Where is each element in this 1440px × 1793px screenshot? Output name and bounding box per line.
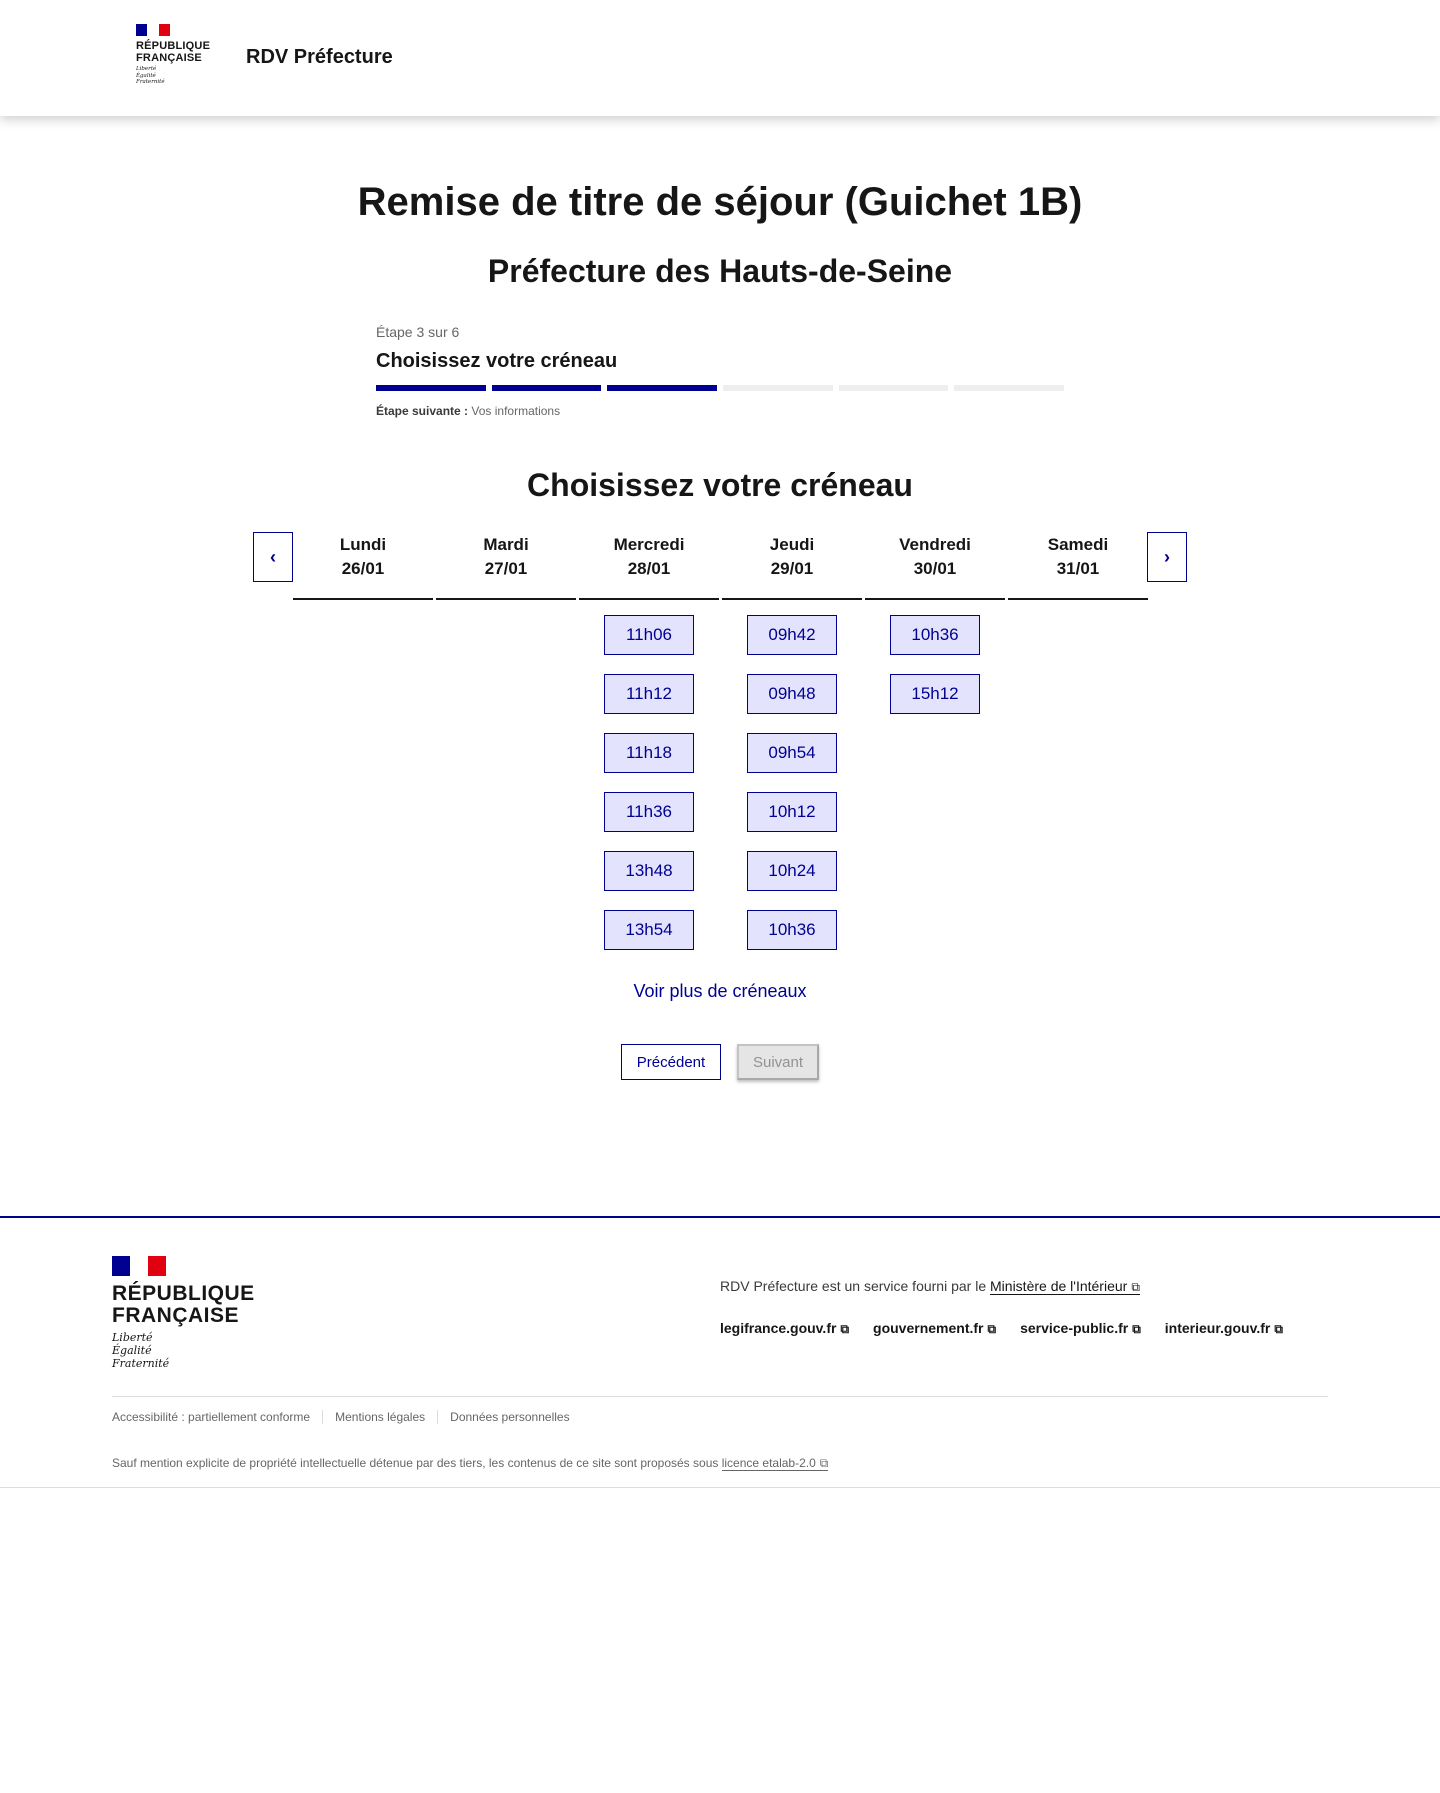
site-footer	[0, 1216, 1440, 1488]
time-slot-button[interactable]: 09h48	[747, 674, 837, 714]
footer-link-text: gouvernement.fr	[873, 1320, 984, 1336]
step-next-label: Étape suivante :	[376, 404, 469, 418]
ministere-link[interactable]	[990, 1278, 1140, 1295]
time-slot-button[interactable]: 11h12	[604, 674, 694, 714]
slot-list	[436, 600, 576, 615]
time-slot-button[interactable]: 11h36	[604, 792, 694, 832]
step-progress-bar	[376, 385, 1064, 391]
license-link[interactable]	[722, 1456, 829, 1471]
ministere-link-text: Ministère de l'Intérieur	[990, 1278, 1128, 1294]
footer-description	[720, 1278, 1140, 1295]
site-header	[0, 0, 1440, 116]
footer-link-text: interieur.gouv.fr	[1164, 1320, 1271, 1336]
step-bar-segment	[839, 385, 949, 391]
step-bar-segment	[376, 385, 486, 391]
external-link-icon: ⧉	[987, 1322, 997, 1336]
republique-francaise-logo[interactable]	[136, 24, 218, 94]
more-slots-link[interactable]: Voir plus de créneaux	[633, 981, 807, 1001]
footer-link[interactable]	[1165, 1320, 1283, 1337]
step-bar-segment	[607, 385, 717, 391]
slot-list	[293, 600, 433, 615]
external-link-icon: ⧉	[1274, 1322, 1283, 1336]
footer-bottom-links	[112, 1410, 594, 1424]
footer-link[interactable]	[1020, 1320, 1141, 1337]
footer-link-text: service-public.fr	[1020, 1320, 1129, 1336]
external-link-icon: ⧉	[1132, 1322, 1141, 1336]
day-date: 31/01	[1056, 559, 1100, 578]
time-slot-button[interactable]: 09h42	[747, 615, 837, 655]
step-next	[376, 404, 1064, 418]
footer-description-text: RDV Préfecture est un service fourni par le	[720, 1278, 991, 1294]
day-header	[1008, 532, 1148, 600]
time-slot-button[interactable]: 15h12	[890, 674, 980, 714]
time-slot-button[interactable]: 13h54	[604, 910, 694, 950]
day-column	[722, 532, 862, 969]
day-header	[579, 532, 719, 600]
logo-text: RÉPUBLIQUE FRANÇAISE	[136, 40, 211, 64]
service-title[interactable]: RDV Préfecture	[246, 46, 393, 68]
footer-link[interactable]	[720, 1320, 849, 1337]
day-name: Mardi	[483, 535, 529, 554]
day-column	[1008, 532, 1148, 615]
time-slot-button[interactable]: 09h54	[747, 733, 837, 773]
footer-license	[112, 1456, 828, 1471]
french-flag-icon	[136, 24, 170, 36]
chevron-left-icon: ‹	[270, 546, 276, 567]
time-slot-button[interactable]: 11h06	[604, 615, 694, 655]
footer-divider	[112, 1396, 1328, 1397]
step-title: Choisissez votre créneau	[376, 350, 618, 372]
footer-links	[720, 1320, 1283, 1337]
day-date: 26/01	[341, 559, 385, 578]
time-slot-button[interactable]: 10h12	[747, 792, 837, 832]
chevron-right-icon: ›	[1164, 546, 1170, 567]
time-slot-button[interactable]: 10h36	[747, 910, 837, 950]
next-week-button[interactable]	[1147, 532, 1187, 582]
external-link-icon: ⧉	[1131, 1280, 1140, 1294]
day-name: Vendredi	[899, 535, 971, 554]
day-name: Jeudi	[769, 535, 815, 554]
next-button[interactable]: Suivant	[737, 1044, 819, 1080]
logo-devise: Liberté Égalité Fraternité	[136, 66, 165, 85]
slot-list	[865, 600, 1005, 733]
page-subtitle: Préfecture des Hauts-de-Seine	[487, 253, 953, 289]
footer-logo-text: RÉPUBLIQUE FRANÇAISE	[112, 1282, 255, 1327]
stepper	[376, 324, 1064, 418]
step-count: Étape 3 sur 6	[376, 324, 460, 340]
day-column	[579, 532, 719, 969]
time-slot-button[interactable]: 10h24	[747, 851, 837, 891]
day-name: Lundi	[339, 535, 387, 554]
step-bar-segment	[954, 385, 1064, 391]
time-slot-button[interactable]: 11h18	[604, 733, 694, 773]
time-slot-button[interactable]: 10h36	[890, 615, 980, 655]
license-text: Sauf mention explicite de propriété intellectuelle détenue par des tiers, les contenus de ce site sont proposés sous	[112, 1456, 722, 1470]
day-column	[865, 532, 1005, 733]
previous-button[interactable]: Précédent	[621, 1044, 721, 1080]
step-next-value: Vos informations	[471, 404, 561, 418]
external-link-icon: ⧉	[840, 1322, 850, 1336]
footer-bottom-link[interactable]: Accessibilité : partiellement conforme	[112, 1410, 323, 1424]
day-date: 27/01	[484, 559, 528, 578]
footer-logo[interactable]	[112, 1256, 255, 1370]
day-column	[293, 532, 433, 615]
day-date: 29/01	[770, 559, 814, 578]
day-header	[293, 532, 433, 600]
day-date: 28/01	[627, 559, 671, 578]
step-bar-segment	[723, 385, 833, 391]
license-link-text: licence etalab-2.0	[721, 1456, 816, 1470]
footer-bottom-link[interactable]: Données personnelles	[450, 1410, 570, 1424]
previous-week-button[interactable]	[253, 532, 293, 582]
day-header	[722, 532, 862, 600]
day-name: Mercredi	[613, 535, 685, 554]
footer-logo-devise: Liberté Égalité Fraternité	[112, 1331, 170, 1370]
slot-section-title: Choisissez votre créneau	[527, 467, 913, 503]
footer-link-text: legifrance.gouv.fr	[720, 1320, 837, 1336]
day-name: Samedi	[1047, 535, 1109, 554]
slot-list	[722, 600, 862, 969]
day-column	[436, 532, 576, 615]
external-link-icon: ⧉	[819, 1456, 829, 1470]
page-title: Remise de titre de séjour (Guichet 1B)	[357, 180, 1083, 224]
day-header	[865, 532, 1005, 600]
day-header	[436, 532, 576, 600]
day-date: 30/01	[913, 559, 957, 578]
french-flag-icon	[112, 1256, 166, 1276]
time-slot-button[interactable]: 13h48	[604, 851, 694, 891]
footer-bottom-link[interactable]: Mentions légales	[335, 1410, 438, 1424]
footer-link[interactable]	[873, 1320, 996, 1337]
slot-list	[1008, 600, 1148, 615]
slot-list	[579, 600, 719, 969]
step-bar-segment	[492, 385, 602, 391]
